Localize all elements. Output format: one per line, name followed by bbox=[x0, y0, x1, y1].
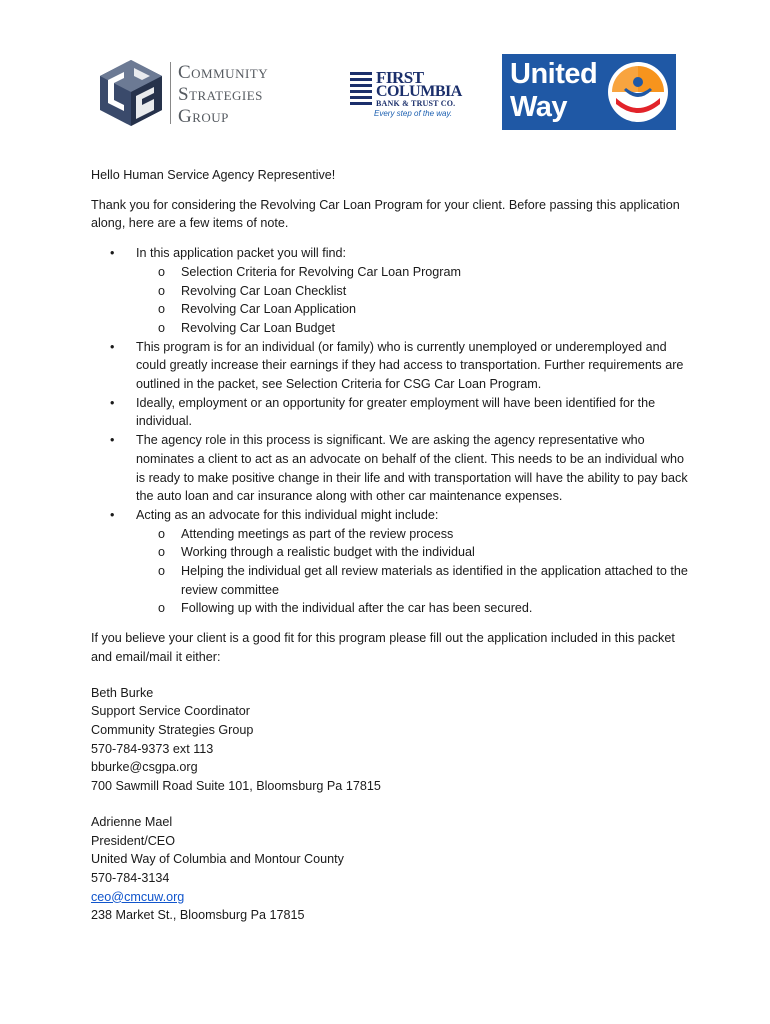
list-item-text: The agency role in this process is significant. We are asking the agency representative who nominates a client to act as an advocate on behalf of the client. This needs to be an individual who is ready to make positive change in their life and with transportation will have the ability to pay back the auto loan and car insurance along with other car maintenance expenses. bbox=[136, 433, 688, 504]
contact-email: bburke@csgpa.org bbox=[91, 760, 198, 775]
sub-bullet-icon: o bbox=[158, 545, 166, 560]
csg-cube-logo-icon bbox=[96, 58, 166, 128]
sub-list-item bbox=[136, 525, 691, 544]
first-columbia-tagline: Every step of the way. bbox=[374, 109, 453, 118]
sub-list-item-text: Following up with the individual after the car has been secured. bbox=[181, 601, 533, 616]
sub-list-item bbox=[136, 282, 691, 301]
advocate-duties-list bbox=[136, 525, 691, 619]
list-item bbox=[91, 244, 691, 338]
sub-list-item-text: Attending meetings as part of the review process bbox=[181, 526, 454, 541]
sub-list-item-text: Revolving Car Loan Application bbox=[181, 302, 357, 317]
sub-list-item bbox=[136, 562, 691, 599]
bullet-icon: • bbox=[110, 395, 115, 410]
csg-logo-line3: Group bbox=[178, 106, 229, 127]
list-item bbox=[91, 338, 691, 394]
sub-list-item-text: Revolving Car Loan Checklist bbox=[181, 283, 347, 298]
first-columbia-line3: BANK & TRUST CO. bbox=[376, 99, 456, 108]
sub-list-item-text: Revolving Car Loan Budget bbox=[181, 320, 336, 335]
sub-list-item bbox=[136, 300, 691, 319]
greeting: Hello Human Service Agency Representive! bbox=[91, 168, 336, 182]
sub-bullet-icon: o bbox=[158, 601, 166, 616]
contact-org: United Way of Columbia and Montour County bbox=[91, 852, 344, 867]
sub-list-item-text: Selection Criteria for Revolving Car Loan Program bbox=[181, 264, 461, 279]
contact-phone: 570-784-9373 ext 113 bbox=[91, 741, 214, 756]
closing-paragraph: If you believe your client is a good fit for this program please fill out the application included in this packet and email/mail it either: bbox=[91, 631, 675, 664]
bullet-icon: • bbox=[110, 433, 115, 448]
contact-org: Community Strategies Group bbox=[91, 722, 254, 737]
first-columbia-stripes-icon bbox=[350, 72, 374, 110]
letter-body bbox=[91, 166, 691, 925]
first-columbia-line2: COLUMBIA bbox=[376, 83, 462, 100]
csg-logo-line1: Community bbox=[178, 62, 269, 83]
contact-address: 700 Sawmill Road Suite 101, Bloomsburg Pa 17815 bbox=[91, 779, 381, 794]
sub-list-item-text: Working through a realistic budget with the individual bbox=[181, 545, 475, 560]
contact-name: Adrienne Mael bbox=[91, 814, 173, 829]
notes-list bbox=[91, 244, 691, 618]
contact-email-link[interactable]: ceo@cmcuw.org bbox=[91, 889, 185, 904]
sub-bullet-icon: o bbox=[158, 302, 166, 317]
united-way-logo bbox=[502, 54, 676, 130]
list-item-text: Acting as an advocate for this individual might include: bbox=[136, 507, 439, 522]
sub-list-item bbox=[136, 319, 691, 338]
contact-title: President/CEO bbox=[91, 833, 175, 848]
united-way-line2: Way bbox=[510, 91, 568, 123]
list-item-text: This program is for an individual (or family) who is currently unemployed or underemployed and could greatly increase their earnings if they had access to transportation. Further requirements are outlined in the packet, see Selection Criteria for CSG Car Loan Program. bbox=[136, 339, 684, 392]
intro-paragraph: Thank you for considering the Revolving Car Loan Program for your client. Before passing this application along, here are a few items of note. bbox=[91, 197, 680, 231]
sub-list-item-text: Helping the individual get all review materials as identified in the application attached to the review committee bbox=[181, 564, 688, 597]
contact-name: Beth Burke bbox=[91, 685, 154, 700]
csg-logo-divider bbox=[170, 62, 171, 124]
contact-block-beth-burke bbox=[91, 684, 691, 796]
sub-list-item bbox=[136, 543, 691, 562]
bullet-icon: • bbox=[110, 507, 115, 522]
contact-title: Support Service Coordinator bbox=[91, 704, 250, 719]
united-way-line1: United bbox=[510, 58, 598, 90]
contact-block-adrienne-mael bbox=[91, 813, 691, 925]
first-columbia-logo bbox=[348, 70, 476, 120]
list-item bbox=[91, 394, 691, 431]
bullet-icon: • bbox=[110, 339, 115, 354]
sub-bullet-icon: o bbox=[158, 526, 166, 541]
sub-bullet-icon: o bbox=[158, 564, 166, 579]
united-way-wordmark bbox=[510, 58, 597, 124]
bullet-icon: • bbox=[110, 246, 115, 261]
list-item bbox=[91, 506, 691, 618]
packet-contents-list bbox=[136, 263, 691, 338]
united-way-hand-emblem-icon bbox=[606, 60, 670, 124]
contact-phone: 570-784-3134 bbox=[91, 870, 170, 885]
first-columbia-line1: FIRST bbox=[376, 68, 424, 87]
sub-bullet-icon: o bbox=[158, 264, 166, 279]
csg-logo bbox=[96, 58, 306, 128]
csg-logo-line2: Strategies bbox=[178, 84, 263, 105]
sub-bullet-icon: o bbox=[158, 283, 166, 298]
list-item bbox=[91, 431, 691, 506]
csg-logo-wordmark bbox=[178, 62, 268, 128]
sub-list-item bbox=[136, 263, 691, 282]
list-item-text: Ideally, employment or an opportunity for greater employment will have been identified for the individual. bbox=[136, 395, 656, 429]
contact-address: 238 Market St., Bloomsburg Pa 17815 bbox=[91, 908, 305, 923]
list-item-text: In this application packet you will find: bbox=[136, 246, 347, 261]
sub-bullet-icon: o bbox=[158, 320, 166, 335]
sub-list-item bbox=[136, 599, 691, 618]
